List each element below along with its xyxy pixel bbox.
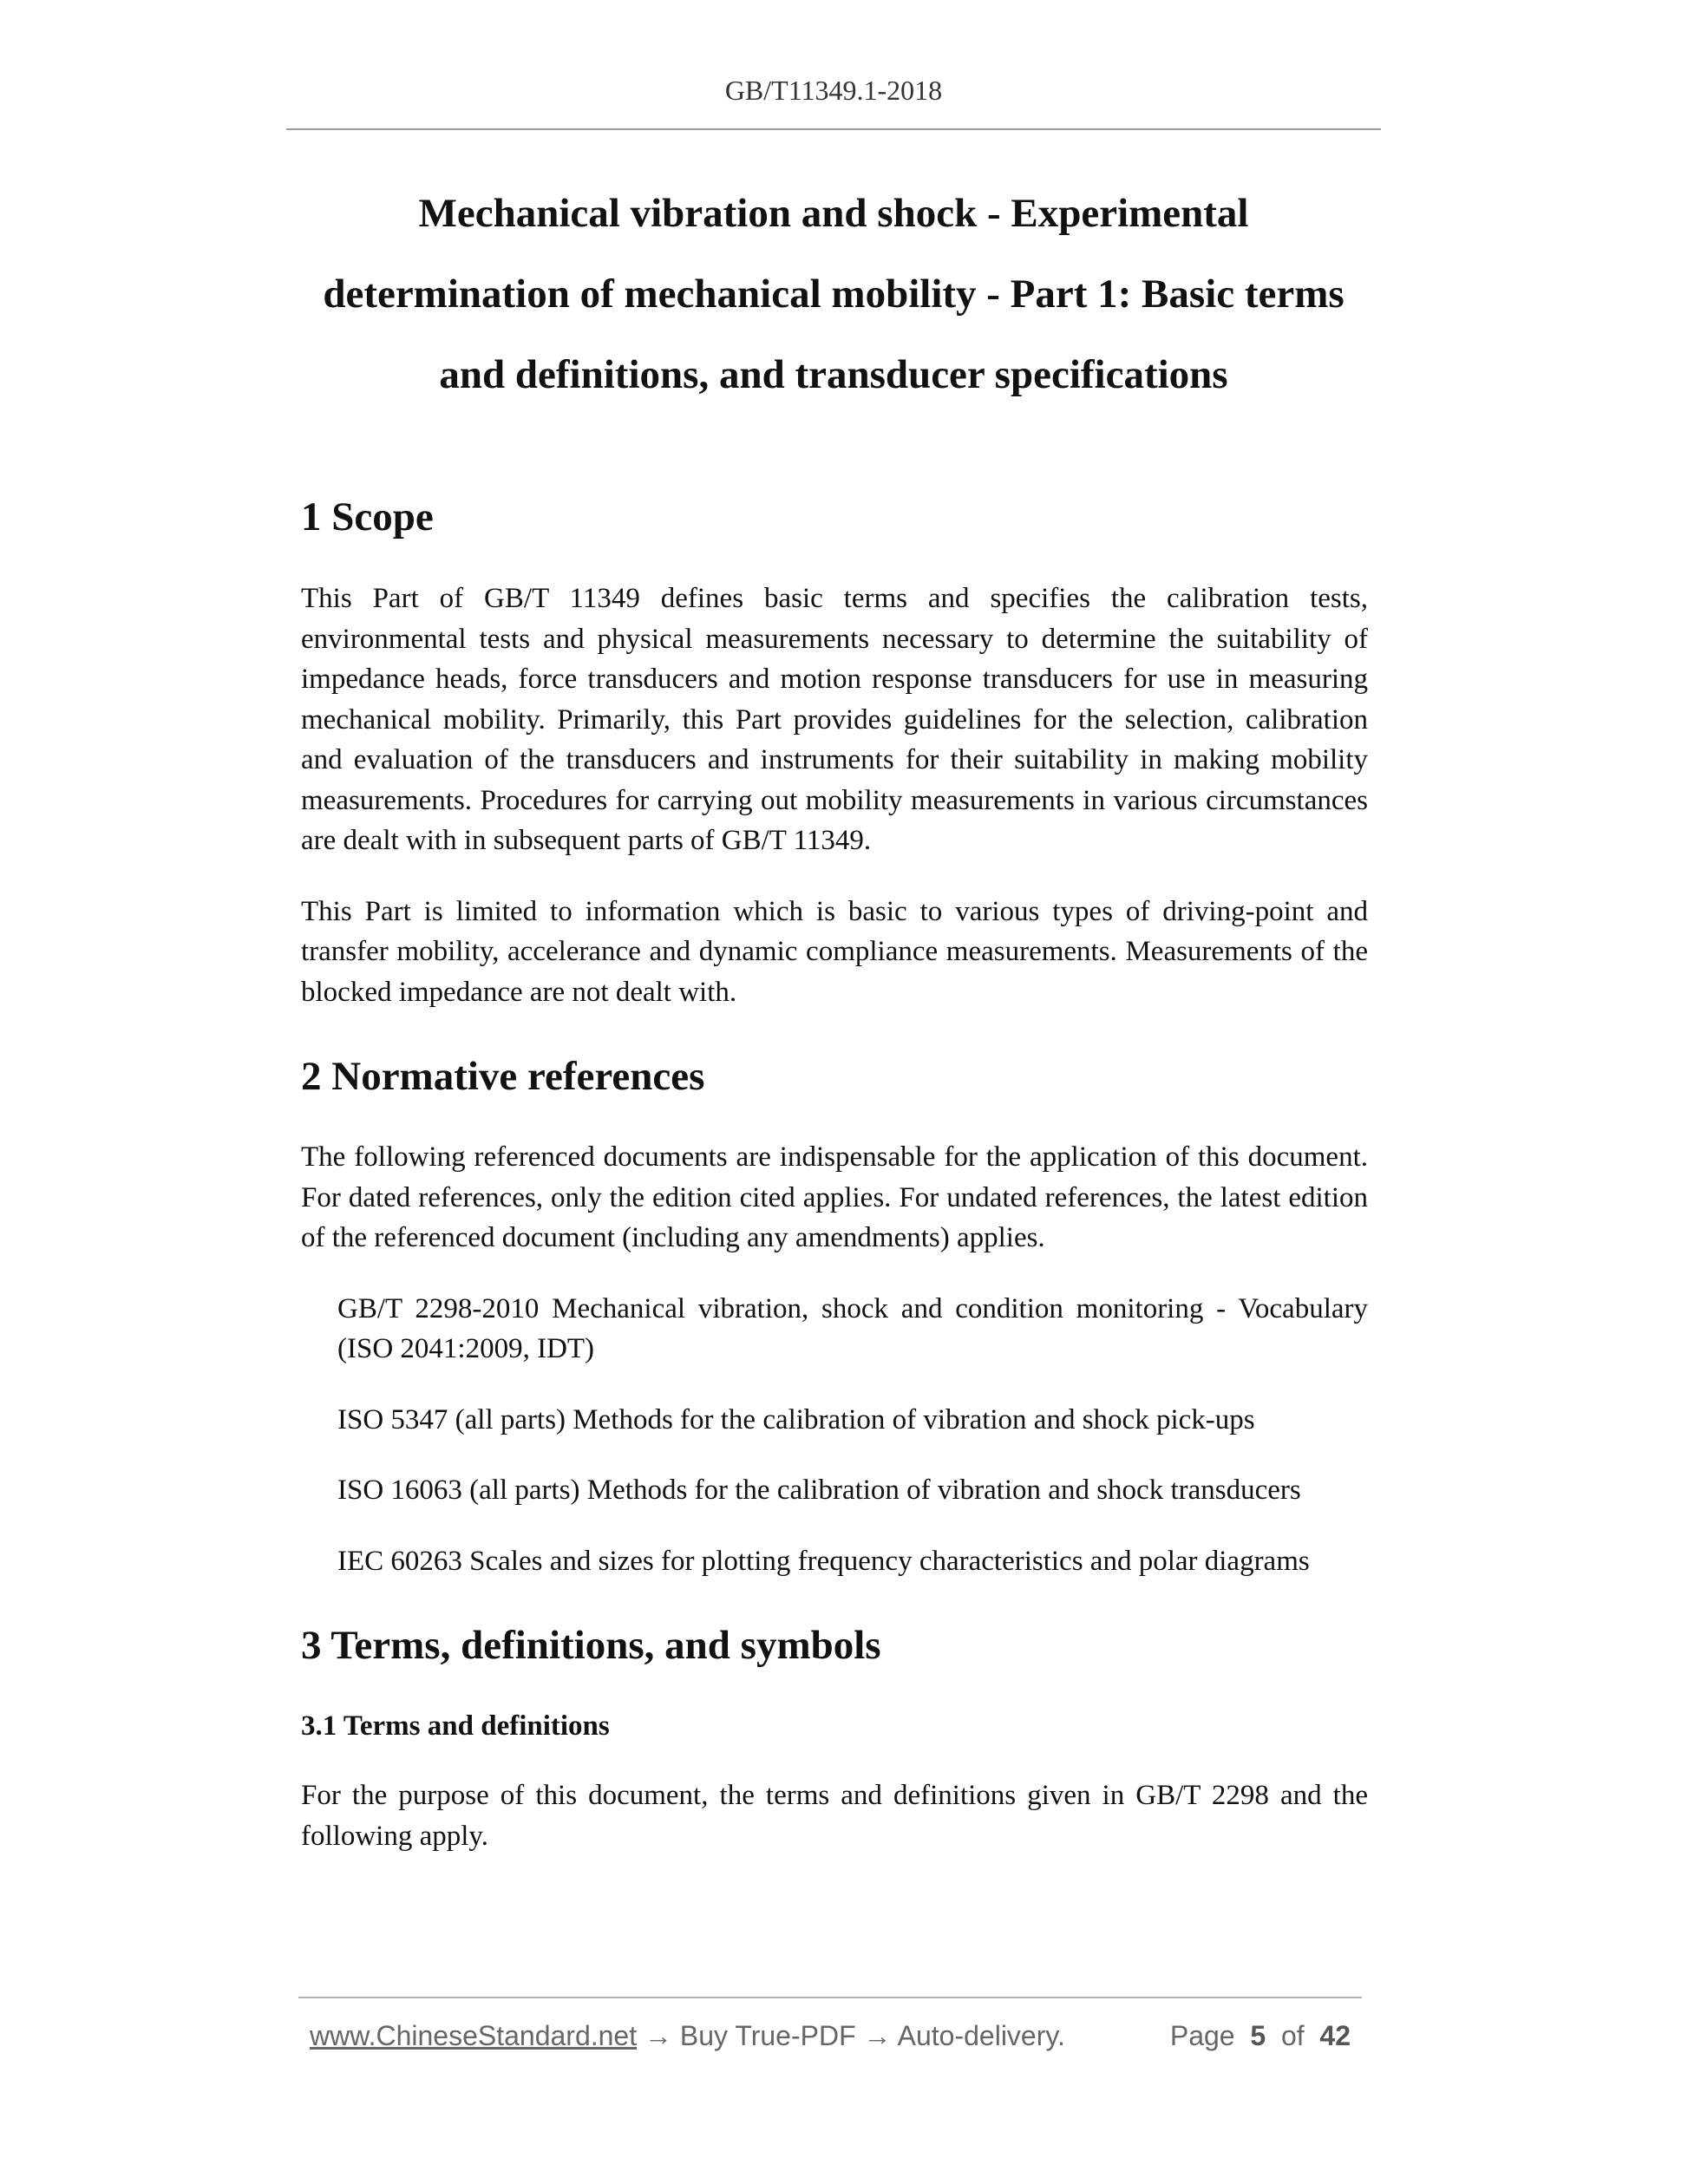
reference-item: GB/T 2298-2010 Mechanical vibration, shock and condition monitoring - Vocabulary (ISO 2041:2009, IDT): [337, 1292, 1368, 1364]
section-heading-normative-references: 2 Normative references: [301, 1054, 705, 1099]
title-line-1: Mechanical vibration and shock - Experimental: [418, 191, 1249, 236]
section-heading-scope: 1 Scope: [301, 494, 434, 539]
title-line-3: and definitions, and transducer specifications: [439, 352, 1228, 397]
footer-page-number: 5: [1250, 2020, 1266, 2051]
section-heading-terms: 3 Terms, definitions, and symbols: [301, 1623, 881, 1668]
footer-page-indicator: [1170, 2017, 1351, 2055]
reference-item: ISO 5347 (all parts) Methods for the calibration of vibration and shock pick-ups: [337, 1403, 1255, 1435]
normative-intro-paragraph: The following referenced documents are indispensable for the application of this document. For dated references, only the edition cited applies. For undated references, the latest edition of the referenced document (including any amendments) applies.: [301, 1141, 1368, 1253]
footer-of-word: of: [1280, 2020, 1305, 2051]
reference-item: ISO 16063 (all parts) Methods for the calibration of vibration and shock transducers: [337, 1475, 1301, 1506]
document-body: [301, 491, 1368, 1856]
document-title: [286, 173, 1381, 415]
footer-page-word: Page: [1169, 2020, 1235, 2051]
scope-paragraph-1: This Part of GB/T 11349 defines basic terms and specifies the calibration tests, environmental tests and physical measurements necessary to determine the suitability of impedance heads, force transducers and motion response transducers for use in measuring mechanical mobility. Primarily, this Part provides guidelines for the selection, calibration and evaluation of the transducers and instruments for their suitability in making mobility measurements. Procedures for carrying out mobility measurements in various circumstances are dealt with in subsequent parts of GB/T 11349.: [301, 583, 1368, 856]
page-header-doc-code: GB/T11349.1-2018: [724, 75, 943, 106]
scope-paragraph-2: This Part is limited to information which is basic to various types of driving-point and transfer mobility, accelerance and dynamic compliance measurements. Measurements of the blocked impedance are not dealt with.: [301, 895, 1368, 1008]
footer-total-pages: 42: [1319, 2020, 1351, 2051]
title-line-2: determination of mechanical mobility - Part 1: Basic terms: [323, 271, 1345, 317]
footer-site-link[interactable]: www.ChineseStandard.net: [310, 2020, 638, 2051]
reference-item: IEC 60263 Scales and sizes for plotting frequency characteristics and polar diagrams: [337, 1545, 1310, 1577]
terms-paragraph: For the purpose of this document, the terms and definitions given in GB/T 2298 and the following apply.: [301, 1780, 1368, 1852]
page-footer: [310, 2017, 1351, 2055]
footer-promo-text: → Buy True-PDF → Auto-delivery.: [637, 2020, 1065, 2051]
subsection-heading-terms-definitions: 3.1 Terms and definitions: [301, 1710, 610, 1742]
footer-divider: [298, 1997, 1362, 1998]
header-divider: [286, 128, 1381, 130]
